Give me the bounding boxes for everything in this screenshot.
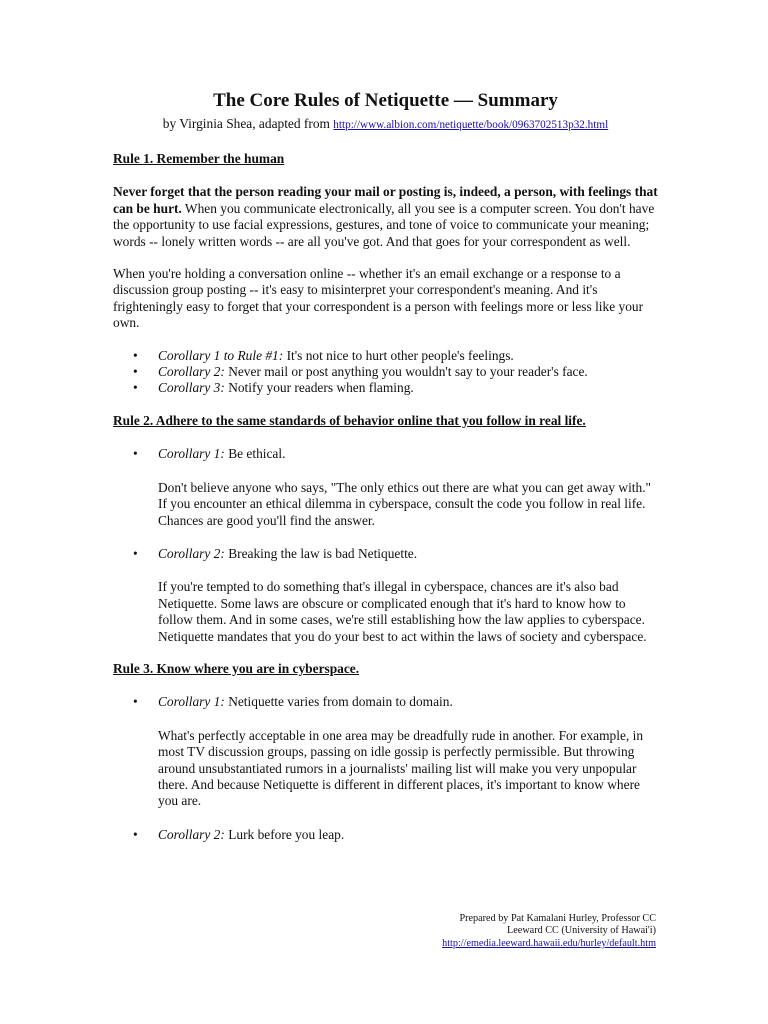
rule3-corollary-1-body: What's perfectly acceptable in one area may be dreadfully rude in another. For example, in most TV discussion groups, passing on idle gossip is perfectly permissible. But throwing around unsubstantiated rumors in a journalists' mailing list will make you very unpopular there. And because Netiquette is different in different places, it's important to know where you are. (158, 727, 644, 809)
corollary-label: Corollary 1 to Rule #1: (158, 347, 284, 363)
byline-prefix: by Virginia Shea, adapted from (162, 116, 334, 131)
corollary-text: Netiquette varies from domain to domain. (224, 694, 453, 710)
corollary-text: Be ethical. (224, 446, 286, 462)
footer-line-1: Prepared by Pat Kamalani Hurley, Professor CC (459, 913, 656, 924)
bullet-icon: • (133, 694, 138, 710)
bullet-icon: • (133, 364, 138, 380)
rule3-heading: Rule 3. Know where you are in cyberspace. (113, 660, 360, 676)
corollary-text: Lurk before you leap. (224, 826, 345, 842)
list-item (113, 380, 658, 396)
rule2-heading: Rule 2. Adhere to the same standards of behavior online that you follow in real life. (113, 412, 586, 428)
footer-link[interactable]: http://emedia.leeward.hawaii.edu/hurley/default.htm (442, 937, 656, 949)
rule1-p1-rest: When you communicate electronically, all you see is a computer screen. You don't have the opportunity to use facial expressions, gestures, and tone of voice to communicate your meaning; words -- lonely written words -- are all you've got. And that goes for your correspondent as well. (113, 200, 655, 249)
rule2-corollary-2 (113, 546, 658, 562)
corollary-label: Corollary 3: (158, 380, 225, 396)
rule1-paragraph-1 (113, 184, 658, 250)
corollary-label: Corollary 1: (158, 446, 225, 462)
corollary-label: Corollary 2: (158, 545, 225, 561)
corollary-label: Corollary 2: (158, 364, 225, 380)
source-link[interactable]: http://www.albion.com/netiquette/book/0963702513p32.html (333, 119, 609, 131)
bullet-icon: • (133, 380, 138, 396)
bullet-icon: • (133, 446, 138, 462)
bullet-icon: • (133, 545, 138, 561)
rule3-corollary-2 (113, 827, 658, 843)
list-item (113, 827, 658, 843)
document-page (113, 90, 658, 843)
corollary-text: Never mail or post anything you wouldn't say to your reader's face. (224, 364, 588, 380)
footer (442, 913, 656, 950)
list-item (113, 348, 658, 364)
footer-line-2: Leeward CC (University of Hawai'i) (507, 925, 656, 937)
byline (113, 116, 658, 133)
rule1-corollary-list (113, 348, 658, 397)
corollary-text: Breaking the law is bad Netiquette. (224, 545, 418, 561)
corollary-text: Notify your readers when flaming. (224, 380, 414, 396)
bullet-icon: • (133, 826, 138, 842)
corollary-label: Corollary 1: (158, 694, 225, 710)
rule2-corollary-2-body: If you're tempted to do something that's illegal in cyberspace, chances are it's also bad Netiquette. Some laws are obscure or complicated enough that it's hard to know how to follow them. And in some cases, we're still establishing how the law applies to cyberspace. Netiquette mandates that you do your best to act within the laws of society and cyberspace. (158, 579, 647, 644)
rule1-paragraph-2: When you're holding a conversation online -- whether it's an email exchange or a response to a discussion group posting -- it's easy to misinterpret your correspondent's meaning. And it's frighteningly easy to forget that your correspondent is a person with feelings more or less like your own. (113, 266, 644, 331)
rule2-corollary-1 (113, 446, 658, 462)
corollary-text: It's not nice to hurt other people's feelings. (283, 347, 514, 363)
list-item (113, 546, 658, 562)
bullet-icon: • (133, 347, 138, 363)
rule3-corollary-1 (113, 694, 658, 710)
rule1-lead: Never forget that the person reading your mail or posting is, indeed, a person, with feelings that can be hurt. (113, 184, 658, 216)
rule1-heading: Rule 1. Remember the human (113, 151, 285, 166)
list-item (113, 364, 658, 380)
list-item (113, 694, 658, 710)
rule2-corollary-1-body: Don't believe anyone who says, "The only ethics out there are what you can get away with." If you encounter an ethical dilemma in cyberspace, consult the code you follow in real life. Chances are good you'll find the answer. (158, 479, 652, 528)
document-title: The Core Rules of Netiquette — Summary (213, 90, 558, 111)
list-item (113, 446, 658, 462)
corollary-label: Corollary 2: (158, 826, 225, 842)
